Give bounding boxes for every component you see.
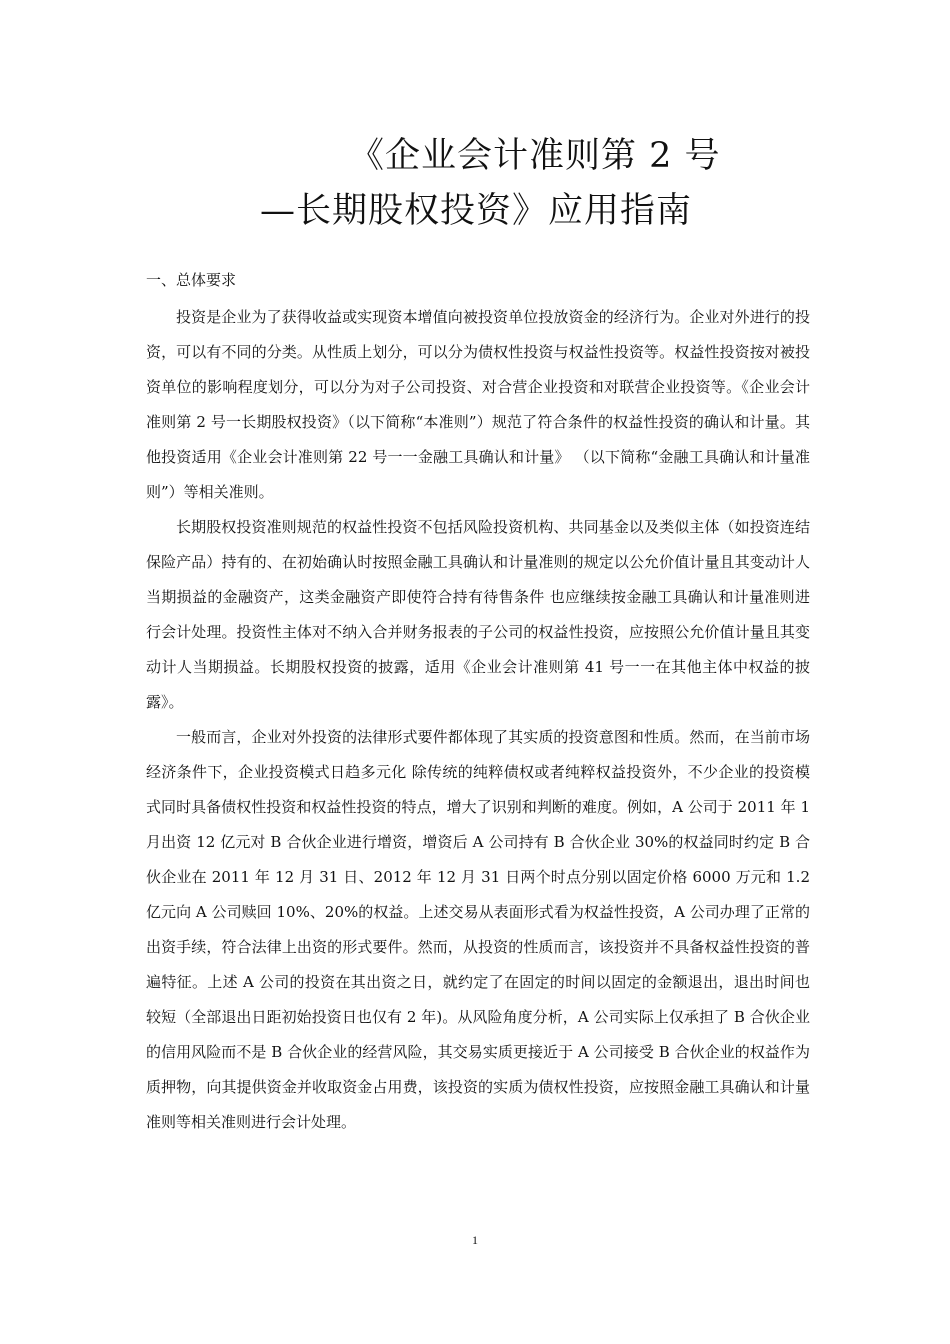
document-title-line2: —长期股权投资》应用指南 <box>260 191 693 231</box>
body-text <box>146 300 810 1140</box>
paragraph: 投资是企业为了获得收益或实现资本增值向被投资单位投放资金的经济行为。企业对外进行的投资，可以有不同的分类。从性质上划分，可以分为债权性投资与权益性投资等。权益性投资按对被投资单位的影响程度划分，可以分为对子公司投资、对合营企业投资和对联营企业投资等。《企业会计准则第 2 号一长期股权投资》（以下简称“本准则”）规范了符合条件的权益性投资的确认和计量。其他投资适用《企业会计准则第 22 号一一金融工具确认和计量》 （以下简称“金融工具确认和计量准则”）等相关准则。 <box>146 308 810 501</box>
section-heading: 一、总体要求 <box>146 271 237 289</box>
paragraph: 一般而言，企业对外投资的法律形式要件都体现了其实质的投资意图和性质。然而，在当前市场经济条件下，企业投资模式日趋多元化 除传统的纯粹债权或者纯粹权益投资外，不少企业的投资模式同时具备债权性投资和权益性投资的特点，增大了识别和判断的难度。例如，A 公司于 2011 年 1 月出资 12 亿元对 B 合伙企业进行增资，增资后 A 公司持有 B 合伙企业 30%的权益同时约定 B 合伙企业在 2011 年 12 月 31 日、2012 年 12 月 31 日两个时点分别以固定价格 6000 万元和 1.2 亿元向 A 公司赎回 10%、20%的权益。上述交易从表面形式看为权益性投资，A 公司办理了正常的出资手续，符合法律上出资的形式要件。然而，从投资的性质而言，该投资并不具备权益性投资的普遍特征。上述 A 公司的投资在其出资之日，就约定了在固定的时间以固定的金额退出，退出时间也较短（全部退出日距初始投资日也仅有 2 年)。从风险角度分析，A 公司实际上仅承担了 B 合伙企业的信用风险而不是 B 合伙企业的经营风险，其交易实质更接近于 A 公司接受 B 合伙企业的权益作为质押物，向其提供资金并收取资金占用费，该投资的实质为债权性投资，应按照金融工具确认和计量准则等相关准则进行会计处理。 <box>146 728 810 1131</box>
page-number: 1 <box>472 1233 478 1247</box>
document-title-line1: 《企业会计准则第 2 号 <box>349 136 721 176</box>
paragraph: 长期股权投资准则规范的权益性投资不包括风险投资机构、共同基金以及类似主体（如投资连结保险产品）持有的、在初始确认时按照金融工具确认和计量准则的规定以公允价值计量且其变动计人当期损益的金融资产，这类金融资产即使符合持有待售条件 也应继续按金融工具确认和计量准则进行会计处理。投资性主体对不纳入合并财务报表的子公司的权益性投资，应按照公允价值计量且其变动计人当期损益。长期股权投资的披露，适用《企业会计准则第 41 号一一在其他主体中权益的披露》。 <box>146 518 810 711</box>
